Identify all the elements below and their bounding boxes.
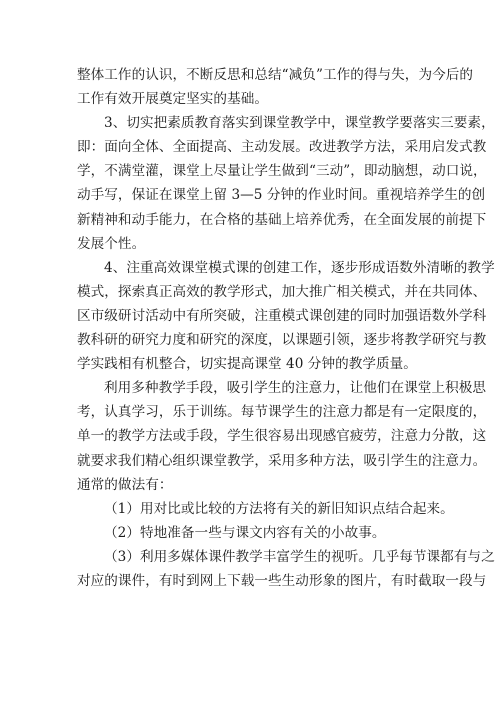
text-line: （1）用对比或比较的方法将有关的新旧知识点结合起来。 [104,500,454,517]
text-line: 4、注重高效课堂模式课的创建工作，逐步形成语数外清晰的教学 [104,259,495,276]
text-line: （3）利用多媒体课件教学丰富学生的视听。几乎每节课都有与之 [104,548,495,565]
text-line: 考，认真学习，乐于训练。每节课学生的注意力都是有一定限度的， [77,404,487,421]
text-line: 即：面向全体、全面提高、主动发展。改进教学方法，采用启发式教 [77,139,487,156]
text-line: 利用多种教学手段，吸引学生的注意力，让他们在课堂上积极思 [104,380,487,397]
text-line: 区市级研讨活动中有所突破，注重模式课创建的同时加强语数外学科 [77,307,487,324]
text-line: 模式，探索真正高效的教学形式，加大推广相关模式，并在共同体、 [77,283,487,300]
text-line: 3、切实把素质教育落实到课堂教学中，课堂教学要落实三要素， [104,115,495,132]
text-line: 对应的课件，有时到网上下载一些生动形象的图片，有时截取一段与 [77,572,487,589]
text-line: 学，不满堂灌，课堂上尽量让学生做到“三动”，即动脑想，动口说， [77,163,487,180]
text-line: 就要求我们精心组织课堂教学，采用多种方法，吸引学生的注意力。 [77,452,487,469]
text-line: （2）特地准备一些与课文内容有关的小故事。 [104,524,386,541]
document-body [77,63,495,593]
text-line: 新精神和动手能力，在合格的基础上培养优秀，在全面发展的前提下 [77,211,487,228]
text-line: 教科研的研究力度和研究的深度，以课题引领，逐步将教学研究与教 [77,332,487,349]
text-line: 发展个性。 [77,235,146,252]
text-line: 单一的教学方法或手段，学生很容易出现感官疲劳，注意力分散，这 [77,428,487,445]
text-line: 通常的做法有： [77,476,173,493]
text-line: 动手写，保证在课堂上留 3—5 分钟的作业时间。重视培养学生的创 [77,187,486,204]
text-line: 整体工作的认识，不断反思和总结“减负”工作的得与失，为今后的 [77,67,474,83]
text-line: 学实践相有机整合，切实提高课堂 40 分钟的教学质量。 [77,356,417,373]
text-line: 工作有效开展奠定坚实的基础。 [77,91,269,108]
